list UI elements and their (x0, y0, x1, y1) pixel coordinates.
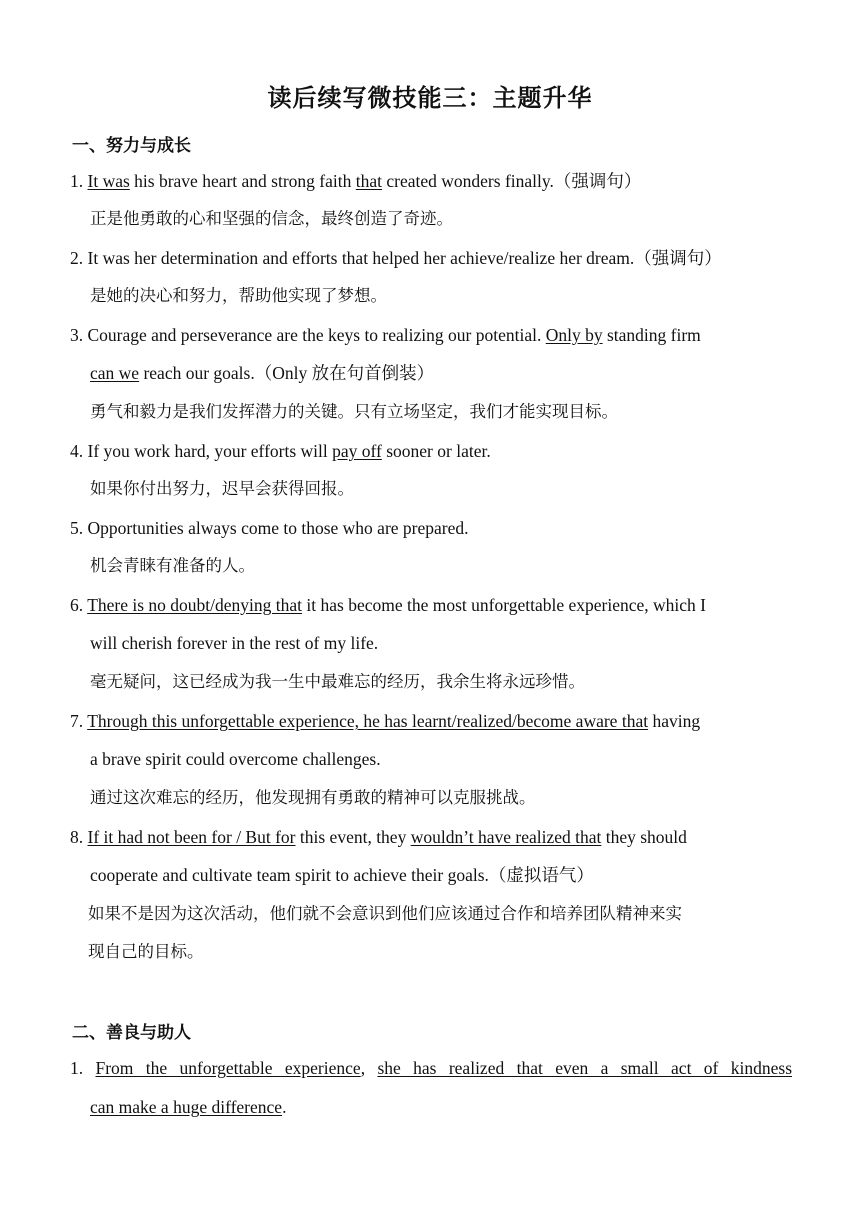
section-heading-effort-growth: 一、努力与成长 (72, 136, 191, 156)
item-7-english-line-2: a brave spirit could overcome challenges. (90, 749, 381, 769)
item-7-english-line-1: 7. Through this unforgettable experience, he has learnt/realized/become aware that having (70, 711, 701, 731)
item-8-english-line-2: cooperate and cultivate team spirit to achieve their goals.（虚拟语气） (90, 865, 594, 885)
item-3-chinese: 勇气和毅力是我们发挥潜力的关键。只有立场坚定，我们才能实现目标。 (90, 402, 618, 421)
item-4-english: 4. If you work hard, your efforts will pay off sooner or later. (70, 441, 491, 461)
item-2-english: 2. It was her determination and efforts that helped her achieve/realize her dream.（强调句） (70, 248, 722, 268)
item-8-english-line-1: 8. If it had not been for / But for this event, they wouldn’t have realized that they should (70, 827, 687, 847)
item-2-chinese: 是她的决心和努力，帮助他实现了梦想。 (90, 286, 387, 305)
item-8-chinese-line-2: 现自己的目标。 (88, 942, 204, 961)
item-1-english: 1. It was his brave heart and strong faith that created wonders finally.（强调句） (70, 171, 642, 191)
item-3-english-line-2: can we reach our goals.（Only 放在句首倒装） (90, 363, 435, 383)
section-2-item-1-line-1: 1. From the unforgettable experience, she has realized that even a small act of kindness (70, 1058, 793, 1078)
item-1-chinese: 正是他勇敢的心和坚强的信念，最终创造了奇迹。 (90, 209, 453, 228)
item-8-chinese-line-1: 如果不是因为这次活动，他们就不会意识到他们应该通过合作和培养团队精神来实 (88, 904, 682, 923)
item-5-english: 5. Opportunities always come to those who are prepared. (70, 518, 469, 538)
item-4-chinese: 如果你付出努力，迟早会获得回报。 (90, 479, 354, 498)
item-6-chinese: 毫无疑问，这已经成为我一生中最难忘的经历，我余生将永远珍惜。 (90, 672, 585, 691)
item-6-english-line-2: will cherish forever in the rest of my life. (90, 633, 379, 653)
item-3-english-line-1: 3. Courage and perseverance are the keys to realizing our potential. Only by standing firm (70, 325, 701, 345)
item-5-chinese: 机会青睐有准备的人。 (90, 556, 255, 575)
item-7-chinese: 通过这次难忘的经历，他发现拥有勇敢的精神可以克服挑战。 (90, 788, 536, 807)
section-2-item-1-line-2: can make a huge difference. (90, 1097, 287, 1117)
section-heading-kindness-helping: 二、善良与助人 (72, 1023, 191, 1043)
page-title: 读后续写微技能三：主题升华 (267, 84, 593, 112)
item-6-english-line-1: 6. There is no doubt/denying that it has become the most unforgettable experience, which I (70, 595, 706, 615)
